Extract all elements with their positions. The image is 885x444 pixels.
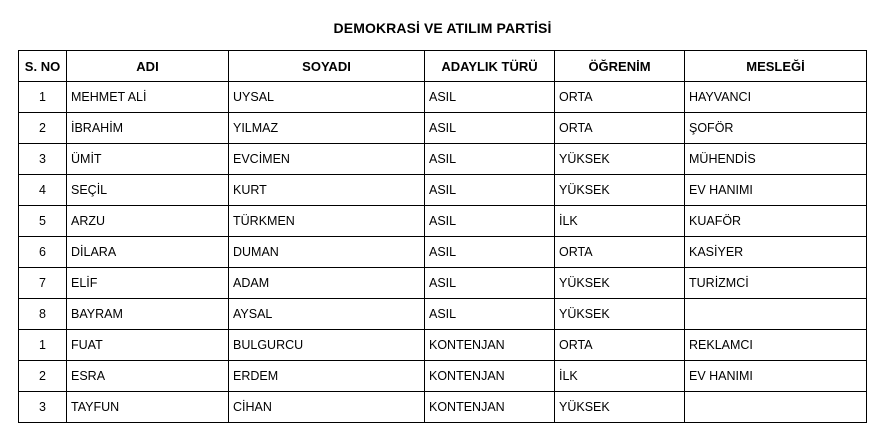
cell-profession: EV HANIMI	[685, 175, 867, 206]
cell-name: MEHMET ALİ	[67, 82, 229, 113]
cell-surname: ERDEM	[229, 361, 425, 392]
cell-name: FUAT	[67, 330, 229, 361]
cell-profession: EV HANIMI	[685, 361, 867, 392]
cell-education: YÜKSEK	[555, 392, 685, 423]
cell-profession: HAYVANCI	[685, 82, 867, 113]
cell-profession: KASİYER	[685, 237, 867, 268]
cell-surname: AYSAL	[229, 299, 425, 330]
header-profession: MESLEĞİ	[685, 51, 867, 82]
cell-education: YÜKSEK	[555, 299, 685, 330]
cell-sno: 5	[19, 206, 67, 237]
cell-profession	[685, 392, 867, 423]
cell-sno: 2	[19, 361, 67, 392]
cell-candidacy-type: ASIL	[425, 268, 555, 299]
cell-education: İLK	[555, 206, 685, 237]
cell-candidacy-type: KONTENJAN	[425, 361, 555, 392]
cell-sno: 3	[19, 392, 67, 423]
cell-sno: 1	[19, 330, 67, 361]
cell-candidacy-type: KONTENJAN	[425, 392, 555, 423]
cell-surname: TÜRKMEN	[229, 206, 425, 237]
cell-surname: KURT	[229, 175, 425, 206]
cell-name: ELİF	[67, 268, 229, 299]
table-row	[19, 82, 867, 113]
cell-surname: BULGURCU	[229, 330, 425, 361]
cell-candidacy-type: ASIL	[425, 175, 555, 206]
cell-candidacy-type: KONTENJAN	[425, 330, 555, 361]
cell-surname: UYSAL	[229, 82, 425, 113]
cell-name: ESRA	[67, 361, 229, 392]
cell-name: ARZU	[67, 206, 229, 237]
cell-education: YÜKSEK	[555, 268, 685, 299]
header-candidacy-type: ADAYLIK TÜRÜ	[425, 51, 555, 82]
cell-profession: TURİZMCİ	[685, 268, 867, 299]
table-row	[19, 206, 867, 237]
cell-profession: REKLAMCI	[685, 330, 867, 361]
cell-profession: MÜHENDİS	[685, 144, 867, 175]
table-row	[19, 361, 867, 392]
table-body	[19, 82, 867, 423]
cell-candidacy-type: ASIL	[425, 237, 555, 268]
table-row	[19, 144, 867, 175]
table-row	[19, 237, 867, 268]
cell-name: DİLARA	[67, 237, 229, 268]
table-row	[19, 175, 867, 206]
table-row	[19, 113, 867, 144]
cell-profession: ŞOFÖR	[685, 113, 867, 144]
cell-education: YÜKSEK	[555, 144, 685, 175]
cell-candidacy-type: ASIL	[425, 299, 555, 330]
cell-candidacy-type: ASIL	[425, 206, 555, 237]
cell-sno: 1	[19, 82, 67, 113]
header-sno: S. NO	[19, 51, 67, 82]
cell-education: YÜKSEK	[555, 175, 685, 206]
cell-sno: 4	[19, 175, 67, 206]
cell-name: ÜMİT	[67, 144, 229, 175]
cell-education: ORTA	[555, 113, 685, 144]
cell-sno: 8	[19, 299, 67, 330]
cell-candidacy-type: ASIL	[425, 144, 555, 175]
table-row	[19, 268, 867, 299]
cell-candidacy-type: ASIL	[425, 113, 555, 144]
cell-surname: DUMAN	[229, 237, 425, 268]
table-header-row	[19, 51, 867, 82]
cell-education: İLK	[555, 361, 685, 392]
cell-name: İBRAHİM	[67, 113, 229, 144]
cell-surname: ADAM	[229, 268, 425, 299]
header-education: ÖĞRENİM	[555, 51, 685, 82]
cell-name: BAYRAM	[67, 299, 229, 330]
cell-profession: KUAFÖR	[685, 206, 867, 237]
cell-education: ORTA	[555, 82, 685, 113]
cell-surname: EVCİMEN	[229, 144, 425, 175]
cell-sno: 2	[19, 113, 67, 144]
cell-education: ORTA	[555, 330, 685, 361]
table-row	[19, 392, 867, 423]
candidate-table	[18, 50, 867, 423]
cell-candidacy-type: ASIL	[425, 82, 555, 113]
table-row	[19, 299, 867, 330]
cell-name: TAYFUN	[67, 392, 229, 423]
cell-sno: 6	[19, 237, 67, 268]
cell-surname: CİHAN	[229, 392, 425, 423]
table-row	[19, 330, 867, 361]
header-name: ADI	[67, 51, 229, 82]
cell-sno: 3	[19, 144, 67, 175]
header-surname: SOYADI	[229, 51, 425, 82]
page-title: DEMOKRASİ VE ATILIM PARTİSİ	[333, 20, 552, 36]
cell-education: ORTA	[555, 237, 685, 268]
cell-name: SEÇİL	[67, 175, 229, 206]
cell-surname: YILMAZ	[229, 113, 425, 144]
cell-profession	[685, 299, 867, 330]
cell-sno: 7	[19, 268, 67, 299]
